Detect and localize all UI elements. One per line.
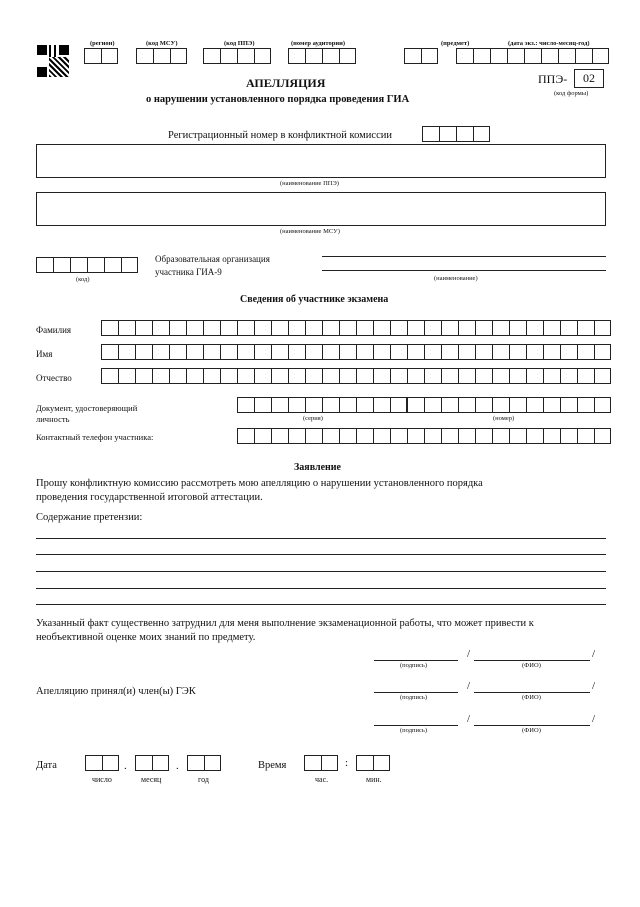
input-cell[interactable]	[577, 397, 594, 413]
document-label-line2: личность	[36, 414, 70, 424]
month-caption: месяц	[141, 775, 162, 784]
name-label: Имя	[36, 349, 53, 359]
msu-caption: (код МСУ)	[146, 40, 178, 47]
input-cell[interactable]	[220, 344, 237, 360]
claim-line-5[interactable]	[36, 604, 606, 605]
input-cell[interactable]	[458, 428, 475, 444]
input-cell[interactable]	[560, 344, 577, 360]
input-cell[interactable]	[84, 48, 101, 64]
input-cell[interactable]	[135, 320, 152, 336]
input-cell[interactable]	[422, 126, 439, 142]
hour-cells[interactable]	[304, 755, 338, 771]
input-cell[interactable]	[203, 344, 220, 360]
input-cell[interactable]	[271, 428, 288, 444]
ppe-name-caption: (наименование ППЭ)	[280, 180, 339, 187]
input-cell[interactable]	[305, 428, 322, 444]
claim-label: Содержание претензии:	[36, 512, 143, 523]
msu-name-field[interactable]	[36, 192, 606, 226]
signature-line-2[interactable]	[374, 692, 458, 693]
input-cell[interactable]	[237, 320, 254, 336]
input-cell[interactable]	[404, 48, 421, 64]
ppe-caption: (код ППЭ)	[224, 40, 255, 47]
name-cells[interactable]	[101, 344, 611, 360]
fact-line1: Указанный факт существенно затруднил для меня выполнение экзаменационной работы, что может привести к	[36, 618, 534, 629]
registration-cells[interactable]	[422, 126, 490, 142]
input-cell[interactable]	[507, 48, 524, 64]
input-cell[interactable]	[322, 397, 339, 413]
msu-cells[interactable]	[136, 48, 187, 64]
input-cell[interactable]	[254, 48, 271, 64]
input-cell[interactable]	[526, 397, 543, 413]
input-cell[interactable]	[390, 428, 407, 444]
day-cells[interactable]	[85, 755, 119, 771]
input-cell[interactable]	[407, 344, 424, 360]
input-cell[interactable]	[456, 48, 473, 64]
input-cell[interactable]	[594, 368, 611, 384]
minute-caption: мин.	[366, 775, 382, 784]
input-cell[interactable]	[509, 344, 526, 360]
subject-cells[interactable]	[404, 48, 438, 64]
input-cell[interactable]	[575, 48, 592, 64]
input-cell[interactable]	[407, 368, 424, 384]
input-cell[interactable]	[153, 48, 170, 64]
input-cell[interactable]	[305, 397, 322, 413]
input-cell[interactable]	[36, 257, 53, 273]
hour-caption: час.	[315, 775, 329, 784]
participant-heading: Сведения об участнике экзамена	[240, 294, 389, 305]
input-cell[interactable]	[204, 755, 221, 771]
patronymic-label: Отчество	[36, 373, 72, 383]
year-cells[interactable]	[187, 755, 221, 771]
registration-label: Регистрационный номер в конфликтной комиссии	[168, 130, 392, 141]
ppe-cells[interactable]	[203, 48, 271, 64]
input-cell[interactable]	[170, 48, 187, 64]
signature-line-1[interactable]	[374, 660, 458, 661]
input-cell[interactable]	[524, 48, 541, 64]
input-cell[interactable]	[473, 126, 490, 142]
page-title: АПЕЛЛЯЦИЯ	[246, 76, 326, 90]
input-cell[interactable]	[577, 320, 594, 336]
input-cell[interactable]	[118, 320, 135, 336]
input-cell[interactable]	[70, 257, 87, 273]
fio-line-1[interactable]	[474, 660, 590, 661]
org-label-line1: Образовательная организация	[155, 254, 270, 264]
input-cell[interactable]	[458, 368, 475, 384]
input-cell[interactable]	[237, 48, 254, 64]
input-cell[interactable]	[492, 428, 509, 444]
input-cell[interactable]	[203, 320, 220, 336]
input-cell[interactable]	[85, 755, 102, 771]
input-cell[interactable]	[237, 344, 254, 360]
input-cell[interactable]	[390, 368, 407, 384]
fio-line-3[interactable]	[474, 725, 590, 726]
input-cell[interactable]	[424, 397, 441, 413]
input-cell[interactable]	[490, 48, 507, 64]
input-cell[interactable]	[152, 755, 169, 771]
input-cell[interactable]	[288, 48, 305, 64]
input-cell[interactable]	[475, 344, 492, 360]
input-cell[interactable]	[526, 428, 543, 444]
signature-caption-2: (подпись)	[400, 694, 427, 701]
room-caption: (номер аудитории)	[291, 40, 346, 47]
fio-caption-3: (ФИО)	[522, 727, 541, 734]
input-cell[interactable]	[475, 397, 492, 413]
fio-line-2[interactable]	[474, 692, 590, 693]
input-cell[interactable]	[321, 755, 338, 771]
input-cell[interactable]	[271, 344, 288, 360]
input-cell[interactable]	[373, 344, 390, 360]
input-cell[interactable]	[305, 48, 322, 64]
input-cell[interactable]	[118, 344, 135, 360]
document-series-cells[interactable]	[237, 397, 407, 413]
input-cell[interactable]	[441, 428, 458, 444]
date-dot-2: .	[176, 760, 179, 772]
fio-caption-2: (ФИО)	[522, 694, 541, 701]
input-cell[interactable]	[475, 428, 492, 444]
month-cells[interactable]	[135, 755, 169, 771]
input-cell[interactable]	[152, 344, 169, 360]
input-cell[interactable]	[322, 368, 339, 384]
input-cell[interactable]	[558, 48, 575, 64]
number-caption: (номер)	[493, 415, 515, 422]
input-cell[interactable]	[356, 428, 373, 444]
day-caption: число	[92, 775, 112, 784]
input-cell[interactable]	[390, 397, 407, 413]
input-cell[interactable]	[339, 48, 356, 64]
input-cell[interactable]	[203, 368, 220, 384]
input-cell[interactable]	[339, 344, 356, 360]
input-cell[interactable]	[526, 344, 543, 360]
region-cells[interactable]	[84, 48, 118, 64]
input-cell[interactable]	[594, 344, 611, 360]
input-cell[interactable]	[492, 344, 509, 360]
input-cell[interactable]	[424, 320, 441, 336]
input-cell[interactable]	[441, 368, 458, 384]
slash-2: /	[467, 680, 471, 692]
input-cell[interactable]	[458, 344, 475, 360]
input-cell[interactable]	[322, 320, 339, 336]
input-cell[interactable]	[254, 344, 271, 360]
slash-2b: /	[592, 680, 596, 692]
signature-caption-3: (подпись)	[400, 727, 427, 734]
patronymic-cells[interactable]	[101, 368, 611, 384]
org-name-line-2[interactable]	[322, 270, 606, 271]
input-cell[interactable]	[305, 320, 322, 336]
input-cell[interactable]	[254, 368, 271, 384]
input-cell[interactable]	[441, 344, 458, 360]
surname-label: Фамилия	[36, 325, 72, 335]
input-cell[interactable]	[101, 48, 118, 64]
input-cell[interactable]	[390, 344, 407, 360]
form-prefix: ППЭ-	[538, 72, 568, 86]
document-label-line1: Документ, удостоверяющий	[36, 403, 138, 413]
input-cell[interactable]	[373, 368, 390, 384]
claim-line-4[interactable]	[36, 588, 606, 589]
input-cell[interactable]	[356, 397, 373, 413]
input-cell[interactable]	[220, 320, 237, 336]
input-cell[interactable]	[322, 344, 339, 360]
input-cell[interactable]	[187, 755, 204, 771]
input-cell[interactable]	[339, 368, 356, 384]
claim-line-3[interactable]	[36, 571, 606, 572]
time-colon: :	[345, 757, 349, 769]
input-cell[interactable]	[592, 48, 609, 64]
input-cell[interactable]	[594, 428, 611, 444]
org-code-cells[interactable]	[36, 257, 138, 273]
input-cell[interactable]	[541, 48, 558, 64]
input-cell[interactable]	[356, 320, 373, 336]
date-label: Дата	[36, 760, 57, 771]
ppe-name-field[interactable]	[36, 144, 606, 178]
minute-cells[interactable]	[356, 755, 390, 771]
input-cell[interactable]	[509, 368, 526, 384]
input-cell[interactable]	[118, 368, 135, 384]
input-cell[interactable]	[339, 320, 356, 336]
input-cell[interactable]	[594, 320, 611, 336]
input-cell[interactable]	[304, 755, 321, 771]
form-code-caption: (код формы)	[554, 90, 589, 97]
exam-date-cells[interactable]	[456, 48, 609, 64]
input-cell[interactable]	[543, 320, 560, 336]
input-cell[interactable]	[458, 397, 475, 413]
msu-name-caption: (наименование МСУ)	[280, 228, 340, 235]
input-cell[interactable]	[560, 397, 577, 413]
input-cell[interactable]	[305, 344, 322, 360]
signature-line-3[interactable]	[374, 725, 458, 726]
input-cell[interactable]	[543, 368, 560, 384]
claim-line-1[interactable]	[36, 538, 606, 539]
input-cell[interactable]	[254, 428, 271, 444]
input-cell[interactable]	[543, 397, 560, 413]
input-cell[interactable]	[526, 368, 543, 384]
input-cell[interactable]	[169, 368, 186, 384]
input-cell[interactable]	[421, 48, 438, 64]
input-cell[interactable]	[186, 368, 203, 384]
phone-cells[interactable]	[237, 428, 611, 444]
input-cell[interactable]	[492, 368, 509, 384]
date-caption: (дата экз.: число-месяц-год)	[508, 40, 590, 47]
input-cell[interactable]	[101, 344, 118, 360]
accepted-label: Апелляцию принял(и) член(ы) ГЭК	[36, 686, 196, 697]
input-cell[interactable]	[288, 368, 305, 384]
input-cell[interactable]	[104, 257, 121, 273]
input-cell[interactable]	[373, 755, 390, 771]
input-cell[interactable]	[339, 397, 356, 413]
slash-3b: /	[592, 713, 596, 725]
input-cell[interactable]	[424, 368, 441, 384]
input-cell[interactable]	[509, 428, 526, 444]
input-cell[interactable]	[407, 320, 424, 336]
input-cell[interactable]	[441, 397, 458, 413]
fio-caption-1: (ФИО)	[522, 662, 541, 669]
input-cell[interactable]	[356, 368, 373, 384]
input-cell[interactable]	[254, 320, 271, 336]
input-cell[interactable]	[407, 428, 424, 444]
page-subtitle: о нарушении установленного порядка проведения ГИА	[146, 94, 410, 105]
input-cell[interactable]	[509, 397, 526, 413]
input-cell[interactable]	[203, 48, 220, 64]
slash-1b: /	[592, 648, 596, 660]
org-name-line-1[interactable]	[322, 256, 606, 257]
input-cell[interactable]	[356, 755, 373, 771]
input-cell[interactable]	[87, 257, 104, 273]
input-cell[interactable]	[458, 320, 475, 336]
input-cell[interactable]	[237, 428, 254, 444]
input-cell[interactable]	[526, 320, 543, 336]
input-cell[interactable]	[356, 344, 373, 360]
input-cell[interactable]	[424, 428, 441, 444]
org-code-caption: (код)	[76, 276, 90, 283]
input-cell[interactable]	[560, 368, 577, 384]
phone-label: Контактный телефон участника:	[36, 432, 154, 442]
input-cell[interactable]	[577, 428, 594, 444]
input-cell[interactable]	[135, 368, 152, 384]
input-cell[interactable]	[577, 368, 594, 384]
year-caption: год	[198, 775, 209, 784]
input-cell[interactable]	[475, 368, 492, 384]
input-cell[interactable]	[373, 397, 390, 413]
input-cell[interactable]	[169, 344, 186, 360]
input-cell[interactable]	[135, 344, 152, 360]
input-cell[interactable]	[136, 48, 153, 64]
input-cell[interactable]	[220, 48, 237, 64]
input-cell[interactable]	[473, 48, 490, 64]
input-cell[interactable]	[53, 257, 70, 273]
statement-line2: проведения государственной итоговой аттестации.	[36, 492, 263, 503]
input-cell[interactable]	[456, 126, 473, 142]
statement-heading: Заявление	[294, 462, 341, 473]
claim-line-2[interactable]	[36, 554, 606, 555]
input-cell[interactable]	[407, 397, 424, 413]
time-label: Время	[258, 760, 287, 771]
input-cell[interactable]	[152, 320, 169, 336]
input-cell[interactable]	[577, 344, 594, 360]
input-cell[interactable]	[101, 368, 118, 384]
input-cell[interactable]	[322, 48, 339, 64]
input-cell[interactable]	[186, 320, 203, 336]
input-cell[interactable]	[543, 344, 560, 360]
region-caption: (регион)	[90, 40, 115, 47]
room-cells[interactable]	[288, 48, 356, 64]
input-cell[interactable]	[305, 368, 322, 384]
input-cell[interactable]	[288, 320, 305, 336]
input-cell[interactable]	[288, 397, 305, 413]
input-cell[interactable]	[169, 320, 186, 336]
input-cell[interactable]	[373, 320, 390, 336]
input-cell[interactable]	[254, 397, 271, 413]
input-cell[interactable]	[271, 320, 288, 336]
input-cell[interactable]	[220, 368, 237, 384]
input-cell[interactable]	[441, 320, 458, 336]
slash-1: /	[467, 648, 471, 660]
input-cell[interactable]	[101, 320, 118, 336]
document-number-cells[interactable]	[407, 397, 611, 413]
statement-line1: Прошу конфликтную комиссию рассмотреть мою апелляцию о нарушении установленного порядка	[36, 478, 483, 489]
fact-line2: необъективной оценке моих знаний по предмету.	[36, 632, 256, 643]
input-cell[interactable]	[237, 368, 254, 384]
subject-caption: (предмет)	[441, 40, 470, 47]
input-cell[interactable]	[135, 755, 152, 771]
input-cell[interactable]	[560, 320, 577, 336]
input-cell[interactable]	[271, 397, 288, 413]
input-cell[interactable]	[152, 368, 169, 384]
input-cell[interactable]	[121, 257, 138, 273]
surname-cells[interactable]	[101, 320, 611, 336]
input-cell[interactable]	[288, 428, 305, 444]
input-cell[interactable]	[373, 428, 390, 444]
input-cell[interactable]	[475, 320, 492, 336]
input-cell[interactable]	[102, 755, 119, 771]
slash-3: /	[467, 713, 471, 725]
date-dot-1: .	[124, 760, 127, 772]
input-cell[interactable]	[543, 428, 560, 444]
input-cell[interactable]	[509, 320, 526, 336]
input-cell[interactable]	[439, 126, 456, 142]
series-caption: (серия)	[303, 415, 323, 422]
input-cell[interactable]	[237, 397, 254, 413]
input-cell[interactable]	[424, 344, 441, 360]
org-label-line2: участника ГИА-9	[155, 267, 222, 277]
org-name-caption: (наименование)	[434, 275, 478, 282]
input-cell[interactable]	[186, 344, 203, 360]
form-number: 02	[574, 69, 604, 88]
signature-caption-1: (подпись)	[400, 662, 427, 669]
input-cell[interactable]	[390, 320, 407, 336]
input-cell[interactable]	[492, 320, 509, 336]
input-cell[interactable]	[339, 428, 356, 444]
qr-code	[36, 44, 70, 78]
input-cell[interactable]	[271, 368, 288, 384]
input-cell[interactable]	[560, 428, 577, 444]
input-cell[interactable]	[594, 397, 611, 413]
input-cell[interactable]	[492, 397, 509, 413]
input-cell[interactable]	[288, 344, 305, 360]
input-cell[interactable]	[322, 428, 339, 444]
